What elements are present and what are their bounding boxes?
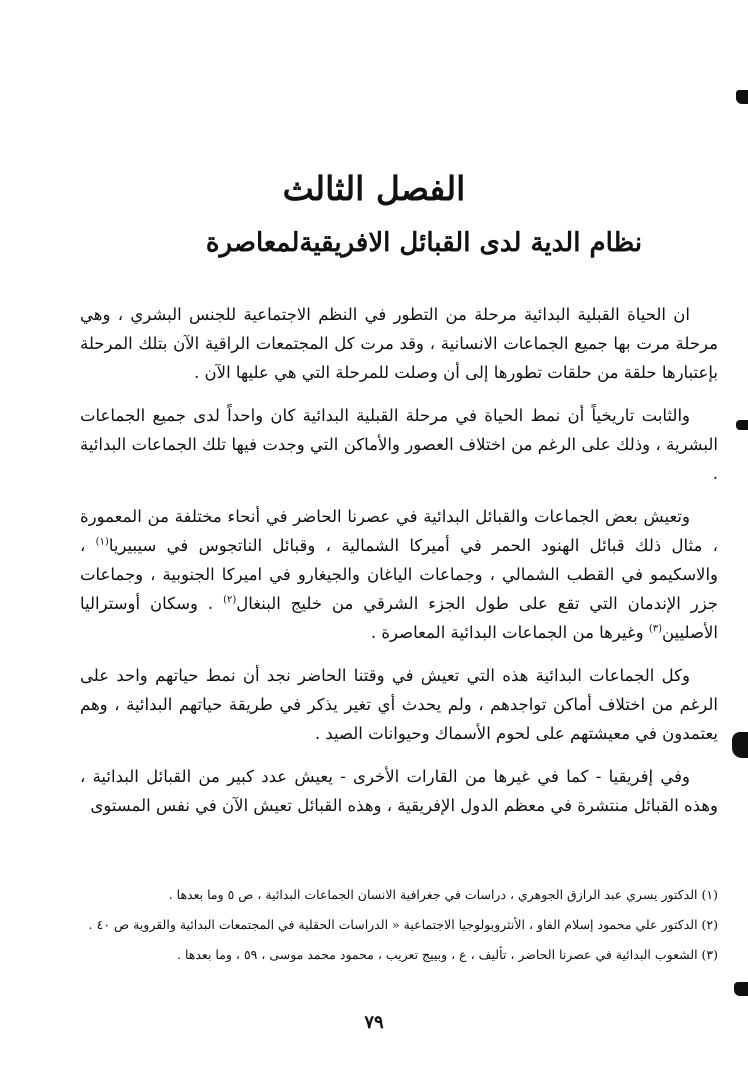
body-text [80, 300, 718, 834]
chapter-heading [80, 165, 668, 265]
paragraph-3 [80, 502, 718, 647]
binding-mark [736, 90, 748, 104]
paragraph-1: ان الحياة القبلية البدائية مرحلة من التطور في النظم الاجتماعية للجنس البشري ، وهي مرحلة مرت بها جميع الجماعات الانسانية ، وقد مرت كل المجتمعات الراقية الآن بتلك المرحلة بإعتبارها حلقة من حلقات تطورها إلى أن وصلت للمرحلة التي هي عليها الآن . [80, 305, 718, 382]
paragraph-5: وفي إفريقيا - كما في غيرها من القارات الأخرى - يعيش عدد كبير من القبائل البدائية ، وهذه القبائل منتشرة في معظم الدول الإفريقية ، وهذه القبائل تعيش الآن في نفس المستوى [80, 767, 718, 815]
footnote-ref-3: (٣) [648, 623, 662, 635]
paragraph-3-part-2: ، والاسكيمو في القطب الشمالي ، وجماعات الياغان والجيغارو في اميركا الجنوبية ، وجماعات جزر الإندمان التي تقع على طول الجزء الشرقي من خليج البنغال [80, 536, 719, 613]
binding-mark [736, 420, 748, 430]
footnote-1: (١) الدكتور يسري عبد الرازق الجوهري ، دراسات في جغرافية الانسان الجماعات البدائية ، ص ٥ وما بعدها . [168, 887, 718, 902]
paragraph-2: والثابت تاريخياً أن نمط الحياة في مرحلة القبلية البدائية كان واحداً لدى جميع الجماعات البشرية ، وذلك على الرغم من اختلاف العصور والأماكن التي وجدت فيها تلك الجماعات البدائية . [80, 406, 718, 483]
paragraph-4: وكل الجماعات البدائية هذه التي تعيش في وقتنا الحاضر نجد أن نمط حياتهم واحد على الرغم من اختلاف أماكن تواجدهم ، ولم يحدث أي تغير يذكر في طريقة حياتهم البدائية ، وهم يعتمدون في معيشتهم على لحوم الأسماك وحيوانات الصيد . [80, 666, 718, 743]
footnote-ref-1: (١) [95, 536, 109, 548]
footnote-3: (٣) الشعوب البدائية في عصرنا الحاضر ، تأليف ، ع ، وبييج تعريب ، محمود محمد موسى ، ٥٩ ، وما بعدها . [177, 947, 718, 962]
paragraph-3-part-1: وتعيش بعض الجماعات والقبائل البدائية في عصرنا الحاضر في أنحاء مختلفة من المعمورة ، مثال ذلك قبائل الهنود الحمر في أميركا الشمالية ، وقبائل الناتجوس في سيبيريا [80, 507, 718, 555]
footnotes [78, 883, 718, 973]
page-number: ٧٩ [364, 1012, 384, 1033]
chapter-subtitle: نظام الدية لدى القبائل الافريقيةلمعاصرة [205, 228, 643, 258]
paragraph-3-part-4: وغيرها من الجماعات البدائية المعاصرة . [370, 623, 649, 642]
paragraph-3-part-3: . وسكان أوستراليا الأصليين [80, 594, 718, 642]
binding-mark [734, 982, 748, 996]
footnote-ref-2: (٢) [223, 594, 237, 606]
footnote-2: (٢) الدكتور علي محمود إسلام الفاو ، الأنثروبولوجيا الاجتماعية « الدراسات الحقلية في المجتمعات البدائية والقروية ص ٤٠ . [88, 917, 718, 932]
binding-mark [732, 732, 748, 758]
chapter-title: الفصل الثالث [282, 169, 466, 208]
